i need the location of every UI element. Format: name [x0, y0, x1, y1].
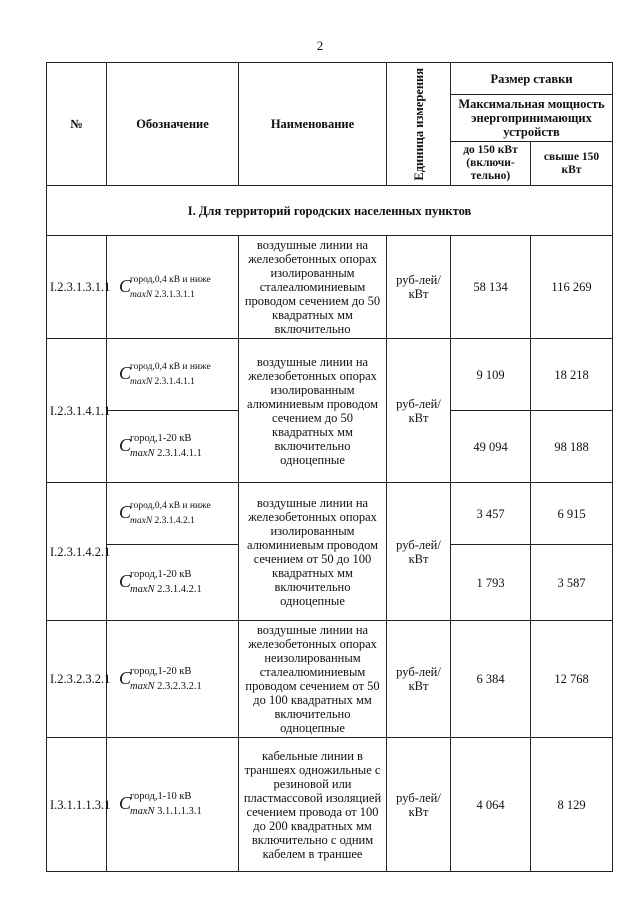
- formula-subscript-code: 2.3.1.4.1.1: [152, 377, 195, 387]
- header-unit: Единица измерения: [411, 67, 426, 181]
- formula-subscript-code: 2.3.1.4.2.1: [152, 516, 195, 526]
- header-up-to-150: до 150 кВт (включи-тельно): [451, 142, 531, 186]
- rate-over-150: 18 218: [531, 339, 613, 411]
- rate-up-to-150: 49 094: [451, 411, 531, 483]
- row-designation: [107, 483, 239, 545]
- row-name: кабельные линии в траншеях одножильные с резиновой или пластмассовой изоляцией сечением провода от 100 до 200 квадратных мм включительно с одним кабелем в траншее: [239, 738, 387, 872]
- formula-c: C: [119, 667, 132, 688]
- formula-subscript: [130, 805, 202, 819]
- formula-superscript: город,0,4 кВ и ниже: [130, 274, 211, 285]
- formula-subscript-code: 2.3.1.3.1.1: [152, 289, 195, 300]
- rate-over-150: 12 768: [531, 621, 613, 738]
- formula-c: C: [119, 502, 132, 522]
- formula-c: C: [119, 571, 132, 591]
- rate-up-to-150: 3 457: [451, 483, 531, 545]
- row-name: воздушные линии на железобетонных опорах изолированным алюминиевым проводом сечением до 50 квадратных мм включительно одноцепные: [239, 339, 387, 483]
- row-number: I.2.3.2.3.2.1: [47, 621, 107, 738]
- formula-subscript-var: maxN: [130, 584, 155, 595]
- row-designation: [107, 621, 239, 738]
- rate-up-to-150: 6 384: [451, 621, 531, 738]
- header-rate-size: Размер ставки: [451, 63, 613, 95]
- table-row: [47, 236, 613, 339]
- formula-subscript-code: 2.3.1.4.1.1: [154, 448, 202, 459]
- rate-over-150: 116 269: [531, 236, 613, 339]
- header-max-power: Максимальная мощность энергопринимающих устройств: [451, 95, 613, 142]
- formula-subscript: [130, 514, 195, 528]
- rate-up-to-150: 4 064: [451, 738, 531, 872]
- row-number: I.2.3.1.4.1.1: [47, 339, 107, 483]
- row-unit: руб-лей/кВт: [387, 621, 451, 738]
- section-title: I. Для территорий городских населенных пунктов: [47, 186, 613, 236]
- rate-over-150: 3 587: [531, 545, 613, 621]
- formula-subscript: [130, 680, 202, 694]
- formula-subscript-var: maxN: [130, 516, 153, 526]
- table-body: [47, 236, 613, 872]
- formula-subscript-var: maxN: [130, 377, 153, 387]
- formula-subscript-var: maxN: [130, 806, 155, 817]
- rate-up-to-150: 58 134: [451, 236, 531, 339]
- header-over-150: свыше 150 кВт: [531, 142, 613, 186]
- formula-subscript-var: maxN: [130, 448, 155, 459]
- formula-c: C: [119, 435, 132, 455]
- formula-c: C: [119, 363, 132, 383]
- table-row: [47, 621, 613, 738]
- formula-subscript: [130, 288, 195, 302]
- formula-subscript-code: 3.1.1.1.3.1: [154, 806, 202, 817]
- row-name: воздушные линии на железобетонных опорах изолированным алюминиевым проводом сечением от 50 до 100 квадратных мм включительно одноцепные: [239, 483, 387, 621]
- rate-up-to-150: 9 109: [451, 339, 531, 411]
- formula-c: C: [119, 793, 132, 813]
- row-number: I.2.3.1.4.2.1: [47, 483, 107, 621]
- row-name: воздушные линии на железобетонных опорах изолированным сталеалюминиевым проводом сечением до 50 квадратных мм включительно: [239, 236, 387, 339]
- row-unit: руб-лей/кВт: [387, 339, 451, 483]
- header-number: №: [47, 63, 107, 186]
- row-name: воздушные линии на железобетонных опорах неизолированным сталеалюминиевым проводом сечением от 50 до 100 квадратных мм включительно одноцепные: [239, 621, 387, 738]
- rate-over-150: 6 915: [531, 483, 613, 545]
- row-number: I.2.3.1.3.1.1: [47, 236, 107, 339]
- formula-subscript-var: maxN: [130, 289, 153, 300]
- header-name: Наименование: [239, 63, 387, 186]
- formula-subscript: [130, 375, 195, 389]
- formula-superscript: город,0,4 кВ и ниже: [130, 501, 211, 511]
- header-unit-cell: [387, 63, 451, 186]
- formula-subscript: [130, 447, 202, 461]
- table-row: [47, 339, 613, 411]
- formula-subscript: [130, 583, 202, 597]
- formula-c: C: [119, 275, 132, 296]
- formula-subscript-code: 2.3.2.3.2.1: [154, 680, 202, 692]
- page-number: 2: [316, 38, 324, 53]
- row-unit: руб-лей/кВт: [387, 738, 451, 872]
- row-unit: руб-лей/кВт: [387, 236, 451, 339]
- rates-table: [46, 62, 613, 872]
- formula-subscript-code: 2.3.1.4.2.1: [154, 584, 202, 595]
- rate-up-to-150: 1 793: [451, 545, 531, 621]
- formula-superscript: город,1-20 кВ: [130, 569, 192, 580]
- formula-superscript: город,1-20 кВ: [130, 665, 192, 677]
- rate-over-150: 98 188: [531, 411, 613, 483]
- rate-over-150: 8 129: [531, 738, 613, 872]
- table-row: [47, 483, 613, 545]
- row-designation: [107, 411, 239, 483]
- header-designation: Обозначение: [107, 63, 239, 186]
- formula-superscript: город,1-20 кВ: [130, 433, 192, 444]
- row-unit: руб-лей/кВт: [387, 483, 451, 621]
- row-designation: [107, 545, 239, 621]
- table-row: [47, 738, 613, 872]
- row-designation: [107, 236, 239, 339]
- formula-superscript: город,0,4 кВ и ниже: [130, 362, 211, 372]
- row-designation: [107, 339, 239, 411]
- row-designation: [107, 738, 239, 872]
- row-number: I.3.1.1.1.3.1: [47, 738, 107, 872]
- formula-subscript-var: maxN: [130, 680, 155, 692]
- formula-superscript: город,1-10 кВ: [130, 791, 192, 802]
